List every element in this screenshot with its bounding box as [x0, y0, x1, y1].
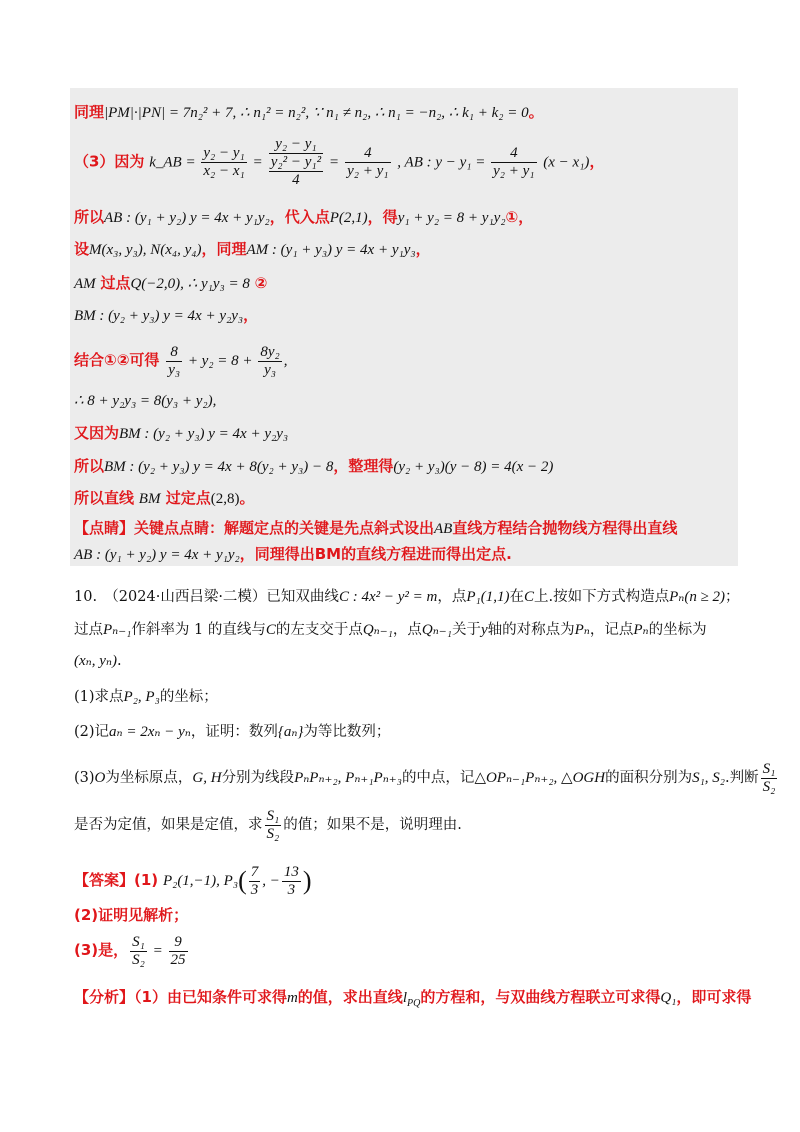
answer-line-3: (3)是， $\frac{\text{S₁}}{\text{S₂}}$ = $\frac{9}{25}$: [74, 933, 186, 968]
fraction: y₂ − y₁ y₂² − y₁² 4: [270, 136, 322, 188]
answer-line-1: 【答案】(1) P₂(1,−1), P₃( $\frac{7}{3}$ , − $\frac{13}{3}$ ): [74, 863, 312, 898]
solution-line-5: AM 过点Q(−2,0), ∴ y₁y₃ = 8 ②: [74, 274, 268, 292]
solution-line-7: 结合①②可得 $\frac{8}{\text{y₃}}$ + y₂ = 8 + $\frac{\text{8y₂}}{\text{y₃}}$ ,: [74, 343, 288, 378]
fraction: $\frac{\text{S₁}}{\text{S₂}}$: [266, 807, 280, 842]
solution-line-4: 设M(x₃, y₃), N(x₄, y₄)，同理AM : (y₁ + y₃) y = 4x + y₁y₃，: [74, 240, 431, 258]
solution-line-3: 所以AB : (y₁ + y₂) y = 4x + y₁y₂，代入点P(2,1)，得y₁ + y₂ = 8 + y₁y₂①，: [74, 208, 534, 226]
solution-line-1: 同理|PM|·|PN| = 7n₂² + 7, ∴ n₁² = n₂², ∵ n₁ ≠ n₂, ∴ n₁ = −n₂, ∴ k₁ + k₂ = 0。: [74, 103, 544, 121]
problem-line-3: (xₙ, yₙ).: [74, 653, 122, 669]
problem-part-3: (3)O为坐标原点，G, H分别为线段PₙPₙ₊₂, Pₙ₊₁Pₙ₊₃的中点，记△OPₙ₋₁Pₙ₊₂, △OGH的面积分别为S₁, S₂.判断 $\frac{\text{S₁}}{\text{S₂}}$: [74, 760, 776, 795]
fraction: $\frac{4}{\text{y₂ + y₁}}$: [493, 145, 535, 179]
problem-part-2: (2)记aₙ = 2xₙ − yₙ，证明：数列{aₙ}为等比数列；: [74, 724, 391, 740]
problem-line-2: 过点Pₙ₋₁作斜率为 1 的直线与C的左支交于点Qₙ₋₁，点Qₙ₋₁关于y轴的对称点为Pₙ，记点Pₙ的坐标为: [74, 622, 707, 638]
analysis-line-1: 【分析】（1）由已知条件可求得m的值，求出直线$l_{PQ}$的方程和，与双曲线方程联立可求得Q₁，即可求得: [74, 988, 752, 1009]
fraction: $\frac{\text{S₁}}{\text{S₂}}$: [132, 933, 145, 968]
answer-line-2: (2)证明见解析；: [74, 906, 189, 924]
solution-line-8: ∴ 8 + y₂y₃ = 8(y₃ + y₂),: [74, 393, 217, 409]
problem-part-1: (1)求点P₂, P₃的坐标；: [74, 689, 218, 705]
fraction: $\frac{13}{3}$: [283, 863, 299, 898]
solution-line-10: 所以BM : (y₂ + y₃) y = 4x + 8(y₂ + y₃) − 8，整理得(y₂ + y₃)(y − 8) = 4(x − 2): [74, 457, 554, 475]
fraction: $\frac{\text{y₂ − y₁}}{\text{x₂ − x₁}}$: [203, 145, 245, 179]
fraction: $\frac{9}{25}$: [170, 933, 186, 968]
fraction: $\frac{\text{8y₂}}{\text{y₃}}$: [260, 343, 280, 378]
solution-line-6: BM : (y₂ + y₃) y = 4x + y₂y₃，: [74, 306, 259, 324]
fraction: $\frac{8}{\text{y₃}}$: [168, 343, 181, 378]
tip-line-2: AB : (y₁ + y₂) y = 4x + y₁y₂，同理得出BM的直线方程进而得出定点.: [74, 545, 512, 563]
fraction: $\frac{\text{S₁}}{\text{S₂}}$: [762, 760, 776, 795]
solution-line-2: （3）因为 k_AB = $\frac{\text{y₂ − y₁}}{\text{x₂ − x₁}}$ = y₂ − y₁ y₂² − y₁² 4 = $\frac{4}{\text{y₂ + y₁}}$ , AB : y − y₁ = $\frac{4}{\text{y₂ + y₁}}$ (x − x₁)，: [74, 136, 605, 188]
solution-line-11: 所以直线 BM 过定点(2,8)。: [74, 489, 255, 507]
fraction: $\frac{7}{3}$: [250, 863, 259, 898]
solution-line-9: 又因为BM : (y₂ + y₃) y = 4x + y₂y₃: [74, 424, 289, 442]
tip-line-1: 【点睛】关键点点睛：解题定点的关键是先点斜式设出AB直线方程结合抛物线方程得出直线: [74, 519, 678, 537]
problem-line-1: 10. （2024·山西吕梁·二模）已知双曲线C : 4x² − y² = m，点P₁(1,1)在C上.按如下方式构造点Pₙ(n ≥ 2)；: [74, 589, 740, 605]
fraction: $\frac{4}{\text{y₂ + y₁}}$: [347, 145, 389, 179]
problem-part-3-cont: 是否为定值，如果是定值，求 $\frac{\text{S₁}}{\text{S₂}}$ 的值；如果不是，说明理由.: [74, 807, 462, 842]
